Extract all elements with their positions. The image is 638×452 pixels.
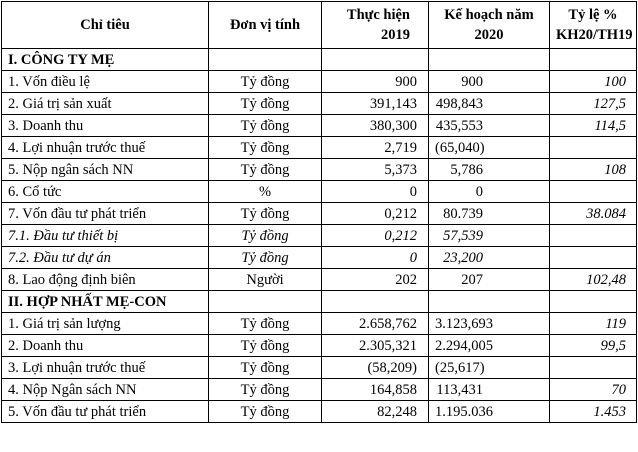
row-label: 5. Vốn đầu tư phát triển: [2, 401, 209, 423]
row-actual-2019: 2.658,762: [322, 313, 429, 335]
row-label: 4. Lợi nhuận trước thuế: [2, 137, 209, 159]
row-unit: Tỷ đồng: [209, 203, 322, 225]
row-ratio: 102,48: [550, 269, 637, 291]
row-unit: Tỷ đồng: [209, 335, 322, 357]
table-row: [2, 225, 637, 247]
empty-cell: [550, 49, 637, 71]
row-label: 1. Vốn điều lệ: [2, 71, 209, 93]
empty-cell: [322, 49, 429, 71]
header-ke-hoach: [429, 2, 550, 49]
empty-cell: [550, 291, 637, 313]
row-unit: Tỷ đồng: [209, 313, 322, 335]
row-unit: Tỷ đồng: [209, 71, 322, 93]
row-actual-2019: 164,858: [322, 379, 429, 401]
row-actual-2019: 900: [322, 71, 429, 93]
table-row: [2, 357, 637, 379]
row-label: 3. Doanh thu: [2, 115, 209, 137]
table-row: [2, 203, 637, 225]
table-row: [2, 379, 637, 401]
empty-cell: [209, 291, 322, 313]
row-ratio: 119: [550, 313, 637, 335]
row-label: 7.2. Đầu tư dự án: [2, 247, 209, 269]
row-actual-2019: 202: [322, 269, 429, 291]
row-plan-2020: (25,617): [429, 357, 550, 379]
row-actual-2019: 2.305,321: [322, 335, 429, 357]
row-unit: Tỷ đồng: [209, 379, 322, 401]
row-unit: Tỷ đồng: [209, 137, 322, 159]
row-actual-2019: 0,212: [322, 203, 429, 225]
section-title: II. HỢP NHẤT MẸ-CON: [2, 291, 209, 313]
row-ratio: 38.084: [550, 203, 637, 225]
row-label: 2. Giá trị sản xuất: [2, 93, 209, 115]
row-ratio: [550, 137, 637, 159]
row-actual-2019: (58,209): [322, 357, 429, 379]
row-actual-2019: 5,373: [322, 159, 429, 181]
row-unit: Tỷ đồng: [209, 247, 322, 269]
header-thuc-hien-year: 2019: [381, 27, 410, 43]
row-unit: Tỷ đồng: [209, 159, 322, 181]
table-body: [2, 49, 637, 423]
header-chi-tieu: Chỉ tiêu: [2, 2, 209, 49]
row-actual-2019: 82,248: [322, 401, 429, 423]
financial-plan-table: [1, 1, 637, 423]
row-label: 4. Nộp Ngân sách NN: [2, 379, 209, 401]
row-ratio: 70: [550, 379, 637, 401]
row-ratio: [550, 225, 637, 247]
row-plan-2020: 80.739: [429, 203, 550, 225]
row-ratio: 1.453: [550, 401, 637, 423]
header-row: [2, 2, 637, 49]
row-label: 3. Lợi nhuận trước thuế: [2, 357, 209, 379]
row-plan-2020: 3.123,693: [429, 313, 550, 335]
empty-cell: [209, 49, 322, 71]
header-ty-le: [550, 2, 637, 49]
table-row: [2, 71, 637, 93]
table-row: [2, 335, 637, 357]
row-ratio: [550, 247, 637, 269]
header-ty-le-sub: KH20/TH19: [556, 27, 633, 43]
table-row: [2, 159, 637, 181]
table-row: [2, 181, 637, 203]
row-unit: Tỷ đồng: [209, 93, 322, 115]
header-ke-hoach-year: 2020: [474, 27, 504, 43]
table-row: [2, 313, 637, 335]
row-actual-2019: 2,719: [322, 137, 429, 159]
header-thuc-hien-label: Thực hiện: [346, 7, 410, 23]
table-row: [2, 247, 637, 269]
row-actual-2019: 391,143: [322, 93, 429, 115]
header-don-vi: Đơn vị tính: [209, 2, 322, 49]
row-label: 5. Nộp ngân sách NN: [2, 159, 209, 181]
row-label: 2. Doanh thu: [2, 335, 209, 357]
table-row: [2, 93, 637, 115]
row-ratio: 100: [550, 71, 637, 93]
row-unit: Tỷ đồng: [209, 115, 322, 137]
row-actual-2019: 0,212: [322, 225, 429, 247]
row-unit: %: [209, 181, 322, 203]
table-row: [2, 115, 637, 137]
row-unit: Người: [209, 269, 322, 291]
row-plan-2020: 23,200: [429, 247, 550, 269]
row-unit: Tỷ đồng: [209, 357, 322, 379]
row-label: 6. Cổ tức: [2, 181, 209, 203]
header-ty-le-label: Tỷ lệ %: [568, 7, 618, 23]
section-title: I. CÔNG TY MẸ: [2, 49, 209, 71]
row-plan-2020: 900: [429, 71, 550, 93]
row-label: 1. Giá trị sản lượng: [2, 313, 209, 335]
row-unit: Tỷ đồng: [209, 225, 322, 247]
row-plan-2020: 2.294,005: [429, 335, 550, 357]
section-header-row: [2, 49, 637, 71]
table-row: [2, 137, 637, 159]
row-plan-2020: 113,431: [429, 379, 550, 401]
row-plan-2020: (65,040): [429, 137, 550, 159]
row-ratio: 99,5: [550, 335, 637, 357]
row-label: 8. Lao động định biên: [2, 269, 209, 291]
row-ratio: 114,5: [550, 115, 637, 137]
header-ke-hoach-label: Kế hoạch năm: [444, 7, 534, 23]
row-ratio: [550, 181, 637, 203]
row-actual-2019: 380,300: [322, 115, 429, 137]
row-ratio: 127,5: [550, 93, 637, 115]
row-plan-2020: 207: [429, 269, 550, 291]
section-header-row: [2, 291, 637, 313]
empty-cell: [322, 291, 429, 313]
row-plan-2020: 57,539: [429, 225, 550, 247]
row-ratio: 108: [550, 159, 637, 181]
table-row: [2, 401, 637, 423]
table-row: [2, 269, 637, 291]
row-label: 7. Vốn đầu tư phát triển: [2, 203, 209, 225]
row-label: 7.1. Đầu tư thiết bị: [2, 225, 209, 247]
row-actual-2019: 0: [322, 181, 429, 203]
row-plan-2020: 498,843: [429, 93, 550, 115]
header-thuc-hien: [322, 2, 429, 49]
row-plan-2020: 5,786: [429, 159, 550, 181]
row-plan-2020: 435,553: [429, 115, 550, 137]
empty-cell: [429, 291, 550, 313]
row-unit: Tỷ đồng: [209, 401, 322, 423]
empty-cell: [429, 49, 550, 71]
row-plan-2020: 1.195.036: [429, 401, 550, 423]
row-actual-2019: 0: [322, 247, 429, 269]
row-ratio: [550, 357, 637, 379]
row-plan-2020: 0: [429, 181, 550, 203]
